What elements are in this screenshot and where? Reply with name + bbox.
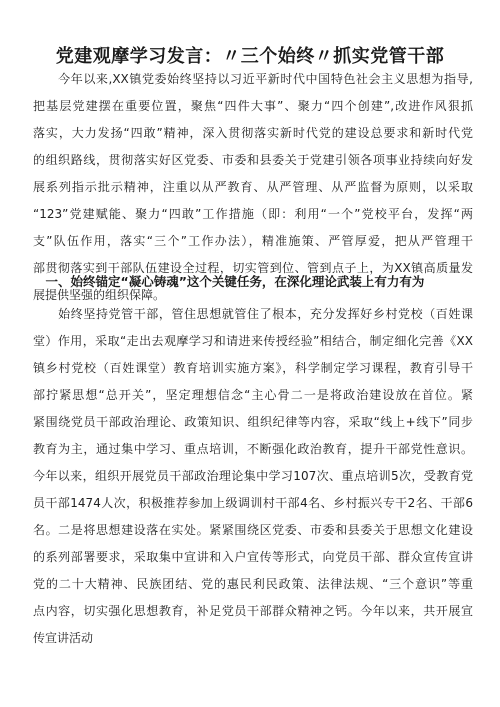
text-line: 的系列部署要求，采取集中宣讲和入户宣传等形式，向党员干部、群众宣传宣讲 xyxy=(33,550,473,564)
text-line: 展系列指示批示精神，注重以从严教育、从严管理、从严监督为原则，以采取 xyxy=(33,180,473,194)
text-line: 的组织路线，贯彻落实好区党委、市委和县委关于党建引领各项事业持续向好发 xyxy=(33,153,473,167)
text-line: 今年以来,XX镇党委始终坚持以习近平新时代中国特色社会主义思想为指导, xyxy=(33,72,473,86)
section-paragraph xyxy=(33,301,473,652)
text-line: 紧围绕党员干部政治理论、政策知识、组织纪律等内容，采取“线上+线下”同步 xyxy=(33,415,473,429)
text-line: 教育为主，通过集中学习、重点培训，不断强化政治教育，提升干部党性意识。 xyxy=(33,442,473,456)
text-line: 展提供坚强的组织保障。 xyxy=(33,288,166,302)
text-line: 堂）作用，采取“走出去观摩学习和请进来传授经验”相结合，制定细化完善《XX xyxy=(33,334,473,348)
text-line: 部贯彻落实到干部队伍建设全过程，切实管到位、管到点子上，为XX镇高质量发 xyxy=(33,261,473,275)
text-line: 今年以来，组织开展党员干部政治理论集中学习107次、重点培训5次，受教育党 xyxy=(33,469,473,483)
text-line: 部拧紧思想“总开关”，坚定理想信念“主心骨二一是将政治建设放在首位。紧 xyxy=(33,388,473,402)
text-line: 镇乡村党校（百姓课堂）教育培训实施方案》，科学制定学习课程，教育引导干 xyxy=(33,361,473,375)
text-line: 始终坚持党管干部，管住思想就管住了根本，充分发挥好乡村党校（百姓课 xyxy=(33,307,473,321)
document-title: 党建观摩学习发言：〃三个始终〃抓实党管干部 xyxy=(55,46,445,68)
text-line: 名。二是将思想建设落在实处。紧紧围绕区党委、市委和县委关于思想文化建设 xyxy=(33,523,473,537)
text-line: 落实，大力发扬“四敢”精神，深入贯彻落实新时代党的建设总要求和新时代党 xyxy=(33,126,473,140)
text-line: 支”队伍作用，落实“三个”工作办法），精准施策、严管厚爱，把从严管理干 xyxy=(33,234,473,248)
text-line: 把基层党建摆在重要位置，聚焦“四件大事”、聚力“四个创建”,改进作风狠抓 xyxy=(33,99,473,113)
text-line: 传宣讲活动 xyxy=(33,631,94,645)
text-line: “123”党建赋能、聚力“四敢”工作措施（即：利用“一个”党校平台，发挥“两 xyxy=(33,207,473,221)
section-heading: 一、始终锚定“凝心铸魂”这个关键任务，在深化理论武装上有力有为 xyxy=(33,274,425,289)
text-line: 员干部1474人次，积极推荐参加上级调训村干部4名、乡村振兴专干2名、干部6 xyxy=(33,496,473,510)
text-line: 点内容，切实强化思想教育，补足党员干部群众精神之钙。今年以来，共开展宣 xyxy=(33,604,473,618)
text-line: 党的二十大精神、民族团结、党的惠民利民政策、法律法规、“三个意识”等重 xyxy=(33,577,473,591)
